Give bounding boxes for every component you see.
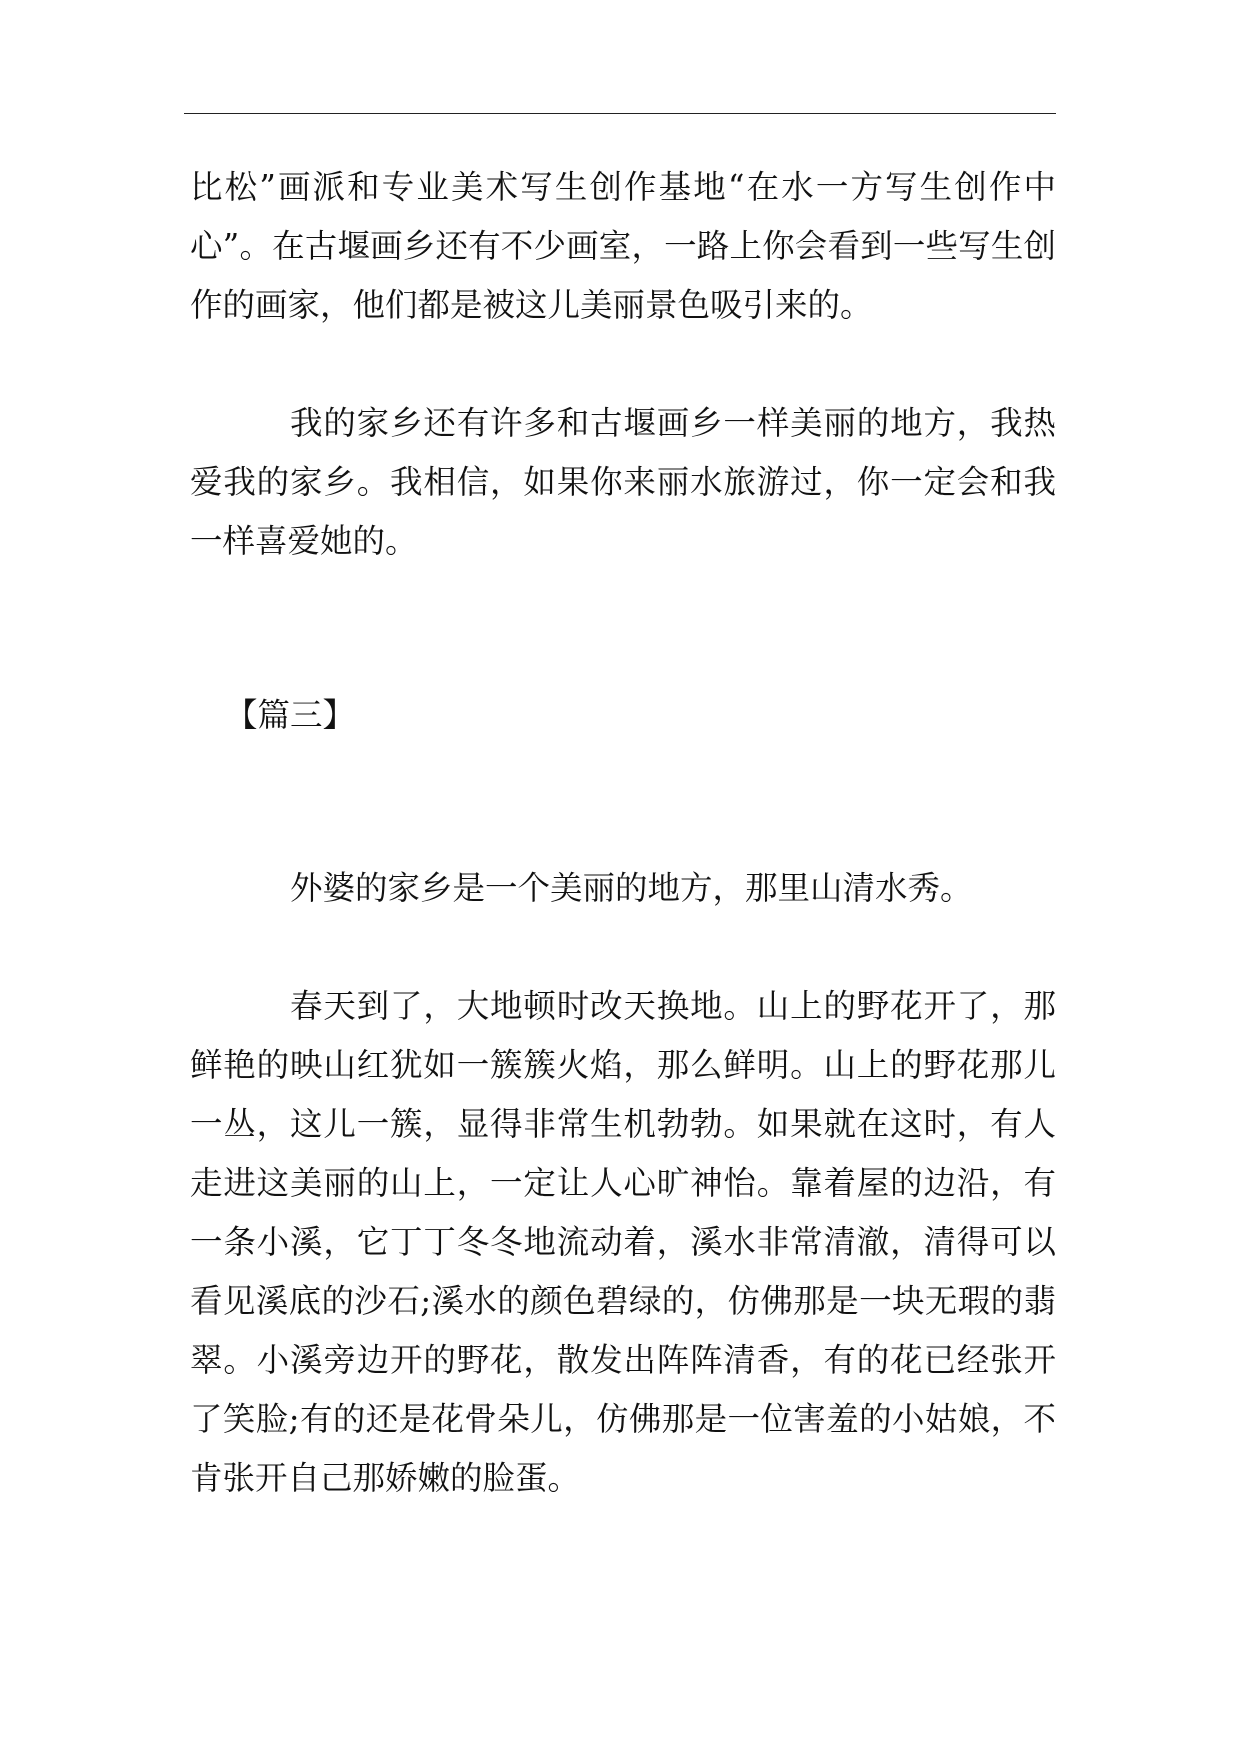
header-divider [184, 113, 1056, 114]
paragraph-hometown-love: 我的家乡还有许多和古堰画乡一样美丽的地方，我热爱我的家乡。我相信，如果你来丽水旅游过，你一定会和我一样喜爱她的。 [190, 404, 1056, 560]
section-heading: 【篇三】 [225, 696, 356, 734]
paragraph-continuation: 比松”画派和专业美术写生创作基地“在水一方写生创作中心”。在古堰画乡还有不少画室，一路上你会看到一些写生创作的画家，他们都是被这儿美丽景色吸引来的。 [190, 168, 1056, 324]
paragraph-intro: 外婆的家乡是一个美丽的地方，那里山清水秀。 [290, 869, 973, 907]
paragraph-spring: 春天到了，大地顿时改天换地。山上的野花开了，那鲜艳的映山红犹如一簇簇火焰，那么鲜明。山上的野花那儿一丛，这儿一簇，显得非常生机勃勃。如果就在这时，有人走进这美丽的山上，一定让人心旷神怡。靠着屋的边沿，有一条小溪，它丁丁冬冬地流动着，溪水非常清澈，清得可以看见溪底的沙石;溪水的颜色碧绿的，仿佛那是一块无瑕的翡翠。小溪旁边开的野花，散发出阵阵清香，有的花已经张开了笑脸;有的还是花骨朵儿，仿佛那是一位害羞的小姑娘，不肯张开自己那娇嫩的脸蛋。 [190, 987, 1056, 1497]
